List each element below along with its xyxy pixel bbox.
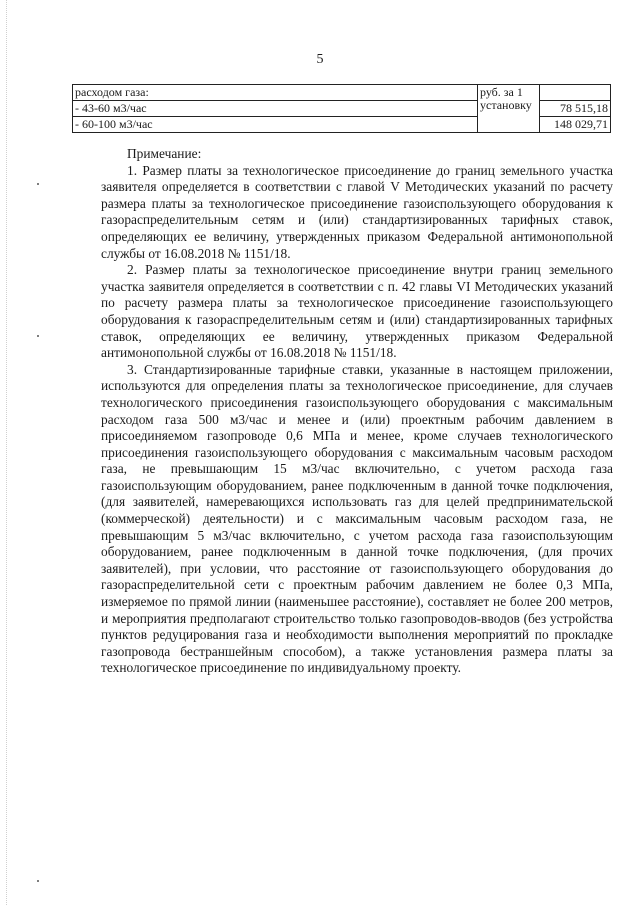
scan-speck xyxy=(37,335,39,337)
scan-edge xyxy=(0,0,7,905)
table-cell-label: - 60-100 м3/час xyxy=(73,117,478,133)
scan-speck xyxy=(37,880,39,882)
note-paragraph-2: 2. Размер платы за технологическое присоединение внутри границ земельного участка заявителя определяется в соответствии с п. 42 главы VI Методических указаний по расчету размера платы за технологическое присоединение газоиспользующего оборудования к газораспределительным сетям и (или) стандартизированных тарифных ставок, определяющих ее величину, утвержденных приказом Федеральной антимонопольной службы от 16.08.2018 № 1151/18. xyxy=(101,262,613,361)
unit-line-2: установку xyxy=(480,98,532,112)
note-paragraph-3: 3. Стандартизированные тарифные ставки, указанные в настоящем приложении, используются для определения платы за технологическое присоединение, для случаев технологического присоединения газоиспользующего оборудования с максимальным расходом газа 500 м3/час и менее и (или) проектным рабочим давлением в присоединяемом газопроводе 0,6 МПа и менее, кроме случаев технологического присоединения газоиспользующего оборудования с максимальным часовым расходом газа, не превышающим 15 м3/час включительно, с учетом расхода газа газоиспользующим оборудованием, ранее подключенным в данной точке подключения, (для заявителей, намеревающихся использовать газ для целей предпринимательской (коммерческой) деятельности) и с максимальным часовым расходом газа, не превышающим 5 м3/час включительно, с учетом расхода газа газоиспользующим оборудованием, ранее подключенным в данной точке подключения, (для прочих заявителей), при условии, что расстояние от газоиспользующего оборудования до газораспределительной сети с проектным рабочим давлением не более 0,3 МПа, измеряемое по прямой линии (наименьшее расстояние), составляет не более 200 метров, и мероприятия предполагают строительство только газопроводов-вводов (без устройства пунктов редуцирования газа и необходимости выполнения мероприятий по прокладке газопровода бестраншейным способом), а также установления размера платы за технологическое присоединение по индивидуальному проекту. xyxy=(101,361,613,676)
table-cell-value xyxy=(540,85,611,101)
table-cell-label: - 43-60 м3/час xyxy=(73,101,478,117)
note-title: Примечание: xyxy=(127,146,202,161)
table-cell-label: расходом газа: xyxy=(73,85,478,101)
tariff-table xyxy=(72,84,611,133)
table-row xyxy=(73,85,611,101)
table-cell-value: 148 029,71 xyxy=(540,117,611,133)
table-cell-value: 78 515,18 xyxy=(540,101,611,117)
scan-speck xyxy=(37,183,39,185)
table-cell-unit xyxy=(478,85,540,133)
note-paragraph-1: 1. Размер платы за технологическое присоединение до границ земельного участка заявителя определяется в соответствии с главой V Методических указаний по расчету размера платы за технологическое присоединение газоиспользующего оборудования к газораспределительным сетям и (или) стандартизированных тарифных ставок, определяющих ее величину, утвержденных приказом Федеральной антимонопольной службы от 16.08.2018 № 1151/18. xyxy=(101,162,613,261)
page-number: 5 xyxy=(316,52,324,67)
unit-line-1: руб. за 1 xyxy=(480,85,523,99)
note-section xyxy=(101,146,613,677)
